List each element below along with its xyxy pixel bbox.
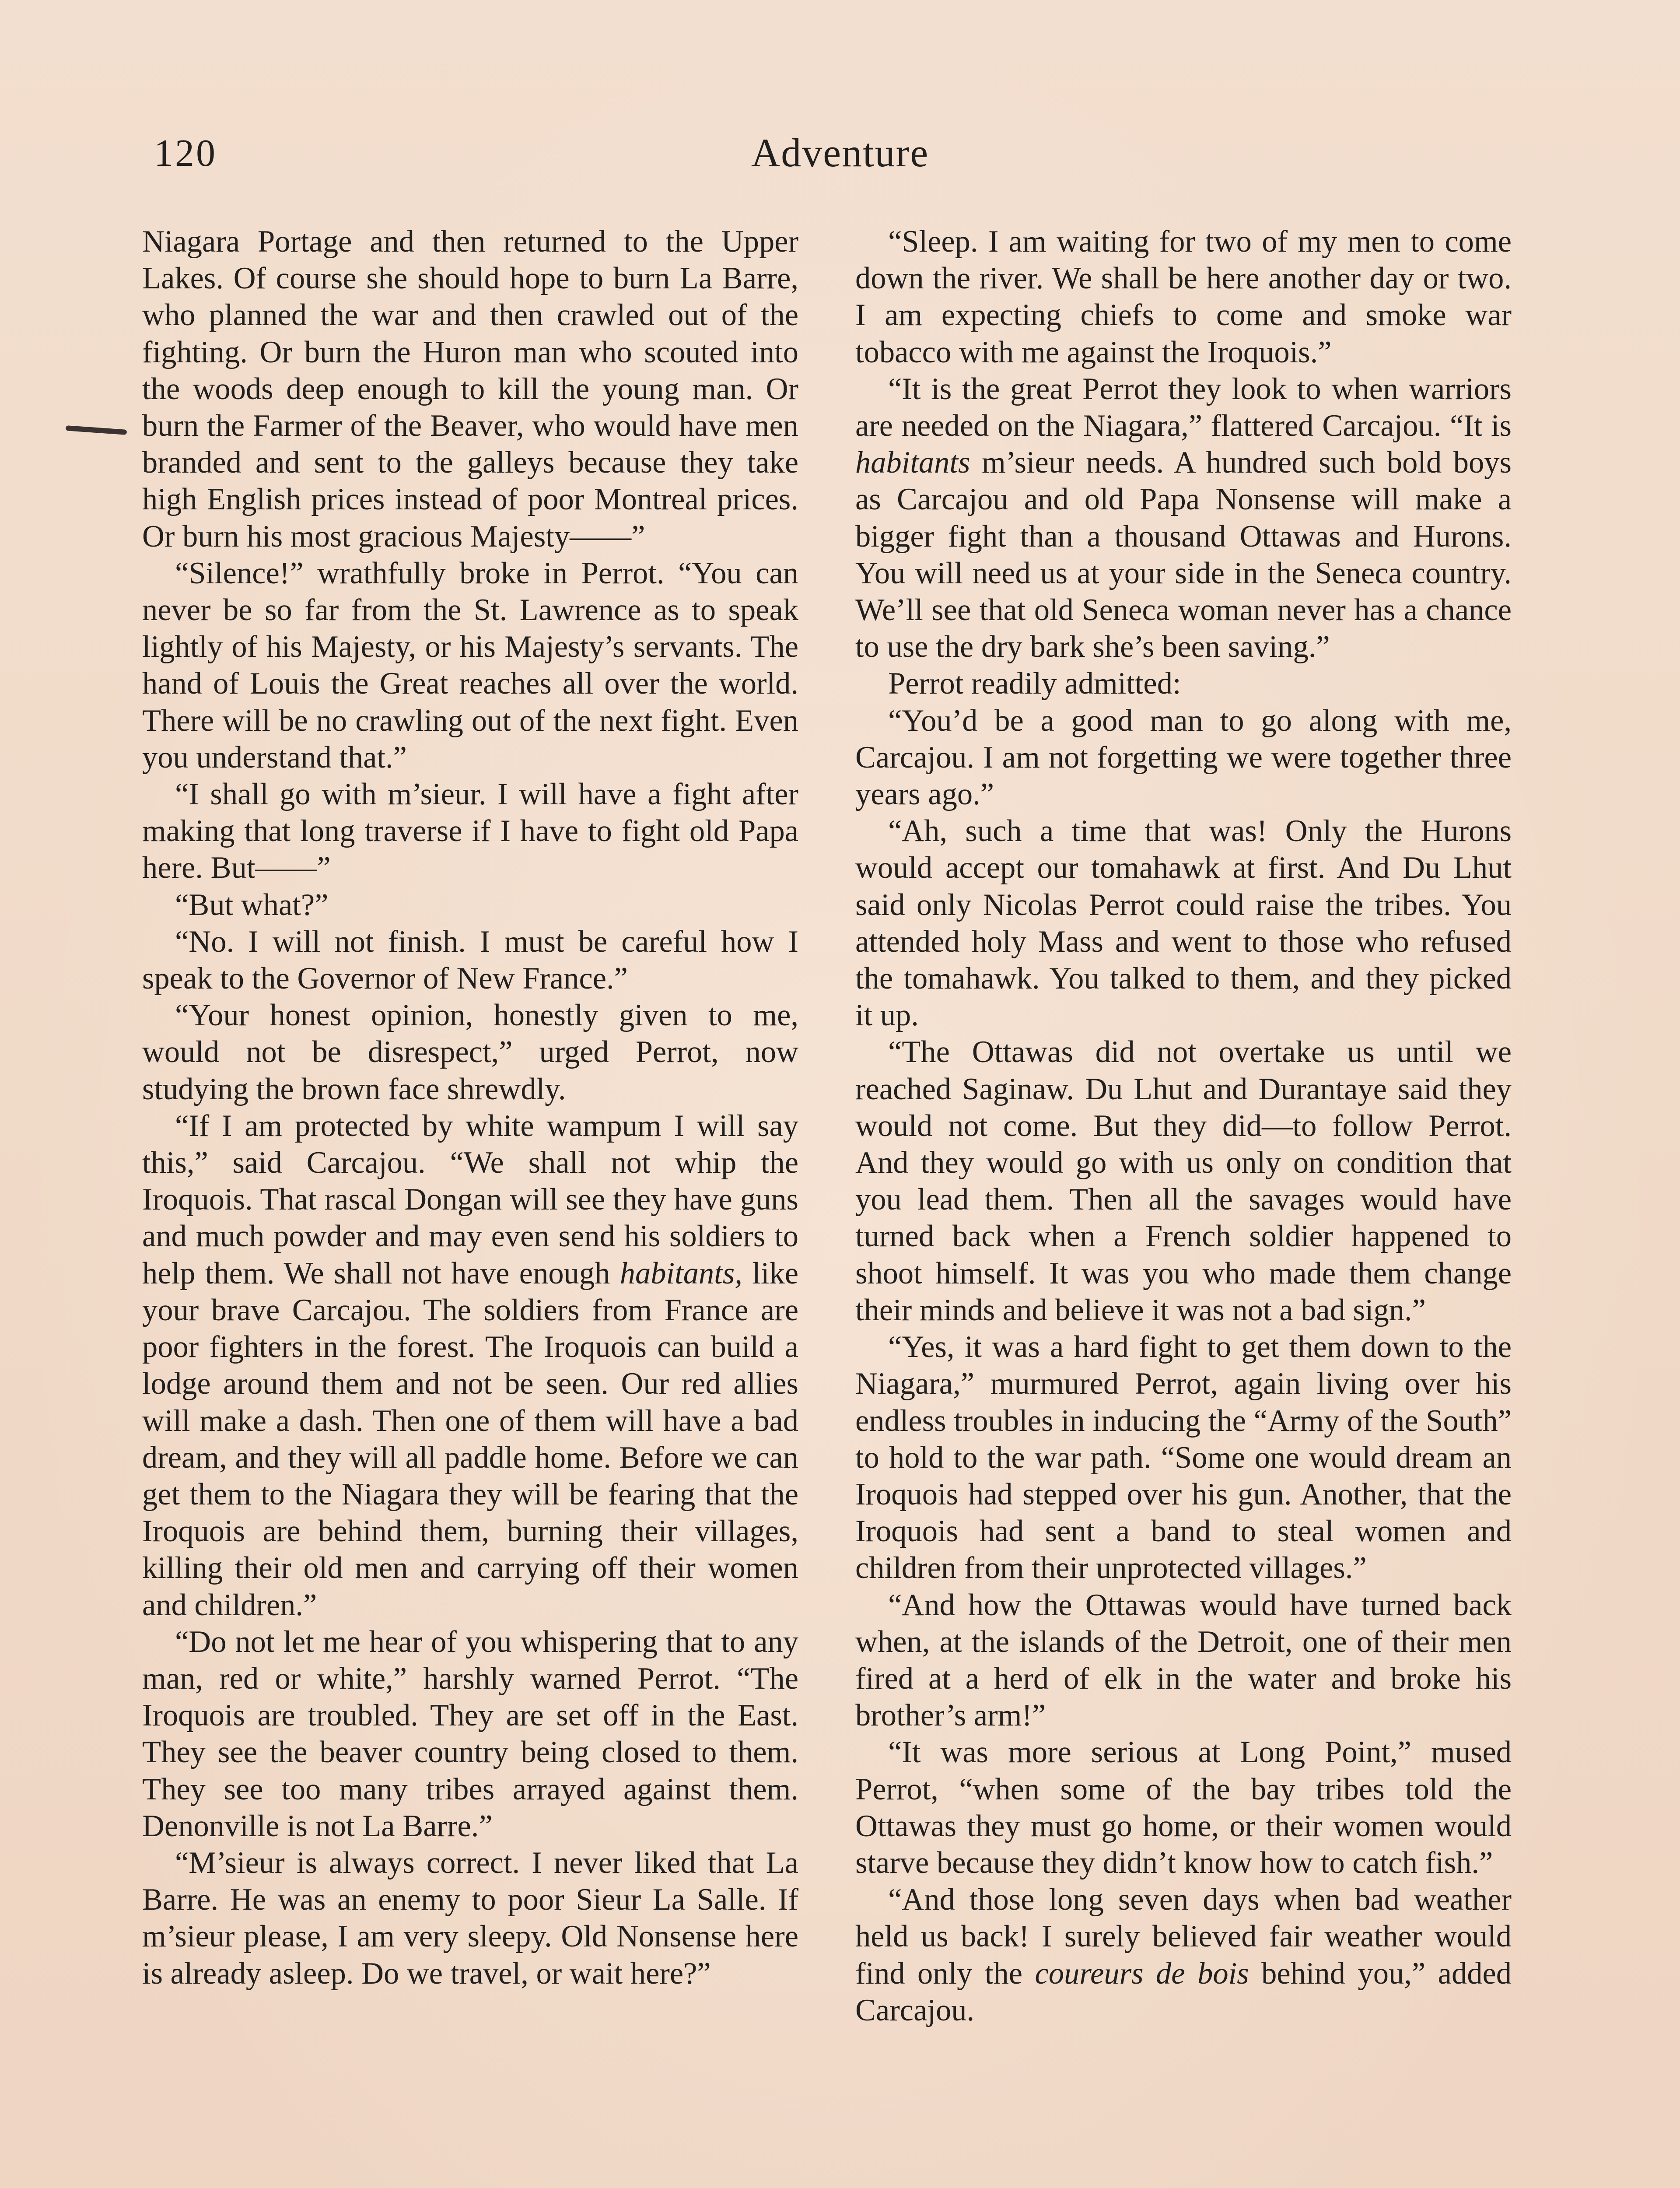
text-run: “No. I will not finish. I must be careful how I speak to the Governor of New France.” [142,924,798,996]
text-run: “If I am protected by white wampum I will say this,” said Carcajou. “We shall not whip the Iroquois. That rascal Dongan will see they have guns and much powder and may even send his soldiers to help them. We shall not have enough [142,1108,798,1290]
running-title: Adventure [751,130,929,175]
paragraph [855,1329,1512,1586]
text-run: “You’d be a good man to go along with me, Carcajou. I am not forgetting we were together three years ago.” [855,703,1512,812]
text-run: like your brave Carcajou. The soldiers from France are poor fighters in the forest. The Iroquois can build a lodge around them and not be seen. Our red allies will make a dash. Then one of them will have a bad dream, and they will all paddle home. Before we can get them to the Niagara they will be fearing that the Iroquois are behind them, burning their villages, killing their old men and carrying off their women and children.” [142,1256,799,1622]
paragraph [855,1587,1512,1734]
paragraph [142,555,798,776]
paragraph [855,665,1512,702]
text-run: “Silence!” wrathfully broke in Perrot. “You can never be so far from the St. Lawrence as to speak lightly of his Majesty, or his Majesty’s servants. The hand of Louis the Great reaches all over the world. There will be no crawling out of the next fight. Even you understand that.” [142,556,798,775]
paragraph [142,776,798,887]
text-run: “And how the Ottawas would have turned back when, at the islands of the Detroit, one of their men fired at a herd of elk in the water and broke his brother’s arm!” [855,1588,1512,1733]
page-number: 120 [154,132,217,175]
text-run: m’sieur needs. A hundred such bold boys as Carcajou and old Papa Nonsense will make a bigger fight than a thousand Ottawas and Hurons. You will need us at your side in the Seneca country. We’ll see that old Seneca woman never has a chance to use the dry bark she’s been saving.” [855,445,1512,664]
text-run: “But what?” [175,887,329,922]
paragraph [855,813,1512,1034]
text-run: “I shall go with m’sieur. I will have a fight after making that long traverse if I have to fight old Papa here. But——” [142,777,798,885]
text-run: “Sleep. I am waiting for two of my men to come down the river. We shall be here another day or two. I am expecting chiefs to come and smoke war tobacco with me against the Iroquois.” [855,224,1512,369]
paragraph [142,1108,798,1623]
paragraph [142,997,798,1108]
paragraph [855,1881,1512,2029]
text-run: “The Ottawas did not overtake us until we reached Saginaw. Du Lhut and Durantaye said they would not come. But they did—to follow Perrot. And they would go with us only on condition that you lead them. Then all the savages would have turned back when a French soldier happened to shoot himself. It was you who made them change their minds and believe it was not a bad sign.” [855,1035,1512,1327]
paragraph [142,923,798,997]
margin-pencil-mark [66,425,127,435]
paragraph [142,223,798,555]
italic-text: habitants [855,445,970,480]
text-run: Perrot readily admitted: [888,666,1181,701]
text-run: “Ah, such a time that was! Only the Hurons would accept our tomahawk at first. And Du Lhut said only Nicolas Perrot could raise the tribes. You attended holy Mass and went to those who refused the tomahawk. You talked to them, and they picked it up. [855,814,1512,1033]
text-run: “It is the great Perrot they look to when warriors are needed on the Niagara,” flattered Carcajou. “It is [855,372,1512,443]
left-text-column [142,223,798,1992]
text-run: behind you,” added Carcajou. [855,1956,1512,2027]
italic-text: habitants, [620,1256,742,1290]
paragraph [855,371,1512,666]
right-text-column [855,223,1512,2029]
text-run: “Do not let me hear of you whispering that to any man, red or white,” harshly warned Perrot. “The Iroquois are troubled. They are set off in the East. They see the beaver country being closed to them. They see too many tribes arrayed against them. Denonville is not La Barre.” [142,1624,798,1843]
text-run: “Your honest opinion, honestly given to me, would not be disrespect,” urged Perrot, now studying the brown face shrewdly. [142,998,798,1106]
text-run: “M’sieur is always correct. I never liked that La Barre. He was an enemy to poor Sieur La Salle. If m’sieur please, I am very sleepy. Old Nonsense here is already asleep. Do we travel, or wait here?” [142,1845,798,1991]
text-run: “It was more serious at Long Point,” mused Perrot, “when some of the bay tribes told the Ottawas they must go home, or their women would starve because they didn’t know how to catch fish.” [855,1735,1512,1880]
paragraph [855,1734,1512,1881]
text-run: “And those long seven days when bad weather held us back! I surely believed fair weather would find only the [855,1883,1512,1991]
paragraph [142,1623,798,1844]
page-header [0,131,1680,184]
paragraph [855,702,1512,813]
paragraph [855,1034,1512,1329]
text-run: Niagara Portage and then returned to the Upper Lakes. Of course she should hope to burn La Barre, who planned the war and then crawled out of the fighting. Or burn the Huron man who scouted into the woods deep enough to kill the young man. Or burn the Farmer of the Beaver, who would have men branded and sent to the galleys because they take high English prices instead of poor Montreal prices. Or burn his most gracious Majesty——” [142,224,798,554]
paragraph [142,887,798,923]
italic-text: coureurs de bois [1035,1956,1249,1991]
paragraph [142,1844,798,1992]
text-run: “Yes, it was a hard fight to get them down to the Niagara,” murmured Perrot, again living over his endless troubles in inducing the “Army of the South” to hold to the war path. “Some one would dream an Iroquois had stepped over his gun. Another, that the Iroquois had sent a band to steal women and children from their unprotected villages.” [855,1330,1512,1585]
paragraph [855,223,1512,371]
